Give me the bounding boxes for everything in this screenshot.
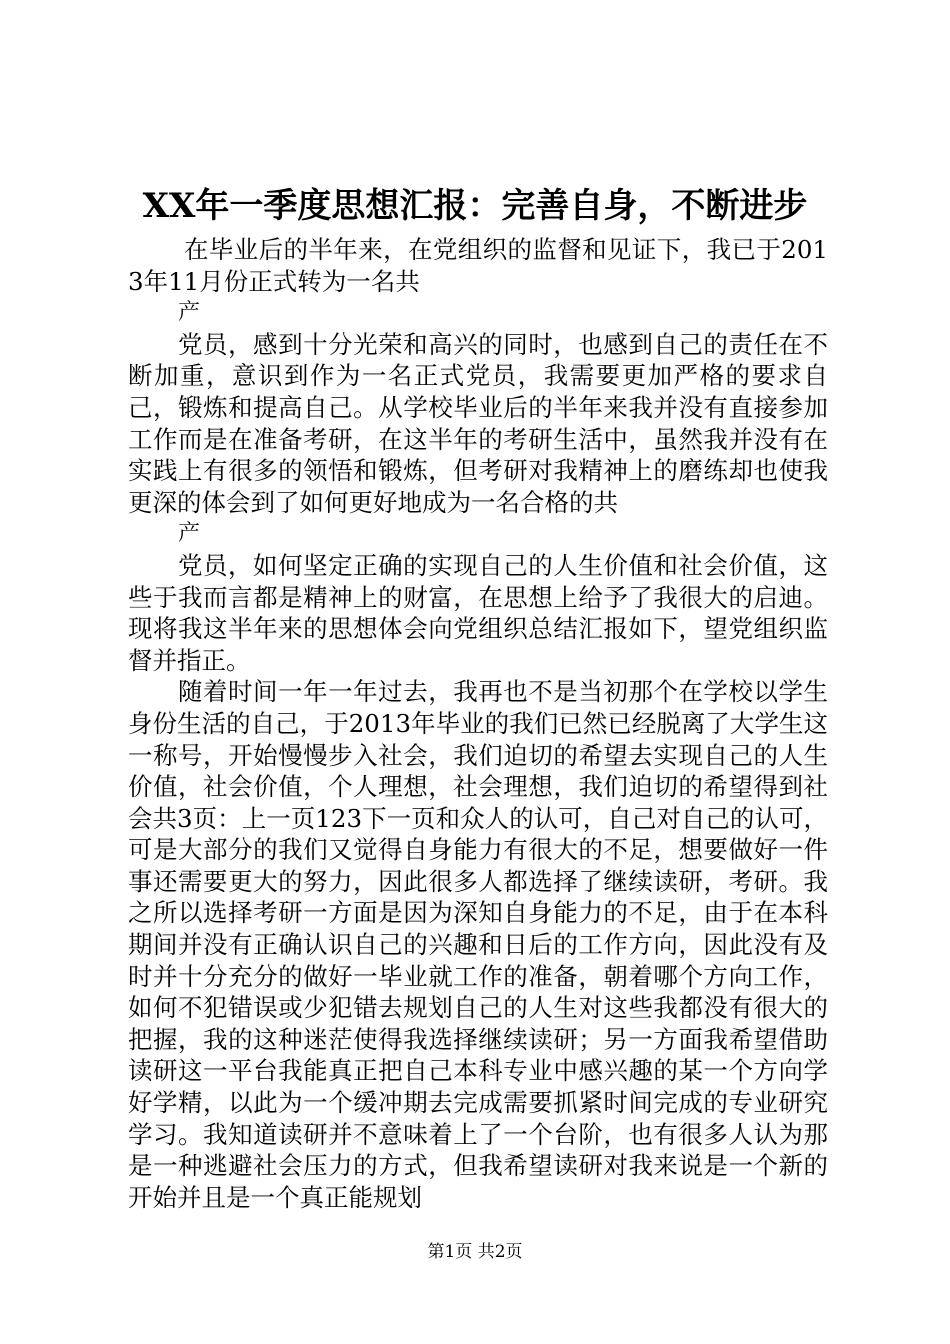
paragraph-4: 随着时间一年一年过去，我再也不是当初那个在学校以学生身份生活的自己，于2013年毕业的我们已然已经脱离了大学生这一称号，开始慢慢步入社会，我们迫切的希望去实现自己的人生价值，社会价值，个人理想，社会理想，我们迫切的希望得到社会共3页：上一页123下一页和众人的认可，自己对自己的认可，可是大部分的我们又觉得自身能力有很大的不足，想要做好一件事还需要更大的努力，因此很多人都选择了继续读研，考研。我之所以选择考研一方面是因为深知自身能力的不足，由于在本科期间并没有正确认识自己的兴趣和日后的工作方向，因此没有及时并十分充分的做好一毕业就工作的准备，朝着哪个方向工作，如何不犯错误或少犯错去规划自己的人生对这些我都没有很大的把握，我的这种迷茫使得我选择继续读研；另一方面我希望借助读研这一平台我能真正把自己本科专业中感兴趣的某一个方向学好学精，以此为一个缓冲期去完成需要抓紧时间完成的专业研究学习。我知道读研并不意味着上了一个台阶，也有很多人认为那是一种逃避社会压力的方式，但我希望读研对我来说是一个新的开始并且是一个真正能规划 [128, 677, 828, 1212]
paragraph-fragment-1: 产 [178, 300, 201, 326]
paragraph-3: 党员，如何坚定正确的实现自己的人生价值和社会价值，这些于我而言都是精神上的财富，在思想上给予了我很大的启迪。现将我这半年来的思想体会向党组织总结汇报如下，望党组织监督并指正。 [128, 550, 828, 675]
paragraph-1: 在毕业后的半年来，在党组织的监督和见证下，我已于2013年11月份正式转为一名共 [128, 235, 828, 296]
page-footer: 第1页 共2页 [427, 1242, 523, 1262]
document-body [128, 234, 828, 1213]
document-title: XX年一季度思想汇报：完善自身，不断进步 [142, 186, 808, 226]
paragraph-2: 党员，感到十分光荣和高兴的同时，也感到自己的责任在不断加重，意识到作为一名正式党员，我需要更加严格的要求自己，锻炼和提高自己。从学校毕业后的半年来我并没有直接参加工作而是在准备考研，在这半年的考研生活中，虽然我并没有在实践上有很多的领悟和锻炼，但考研对我精神上的磨练却也使我更深的体会到了如何更好地成为一名合格的共 [128, 329, 828, 517]
paragraph-fragment-2: 产 [178, 521, 201, 547]
